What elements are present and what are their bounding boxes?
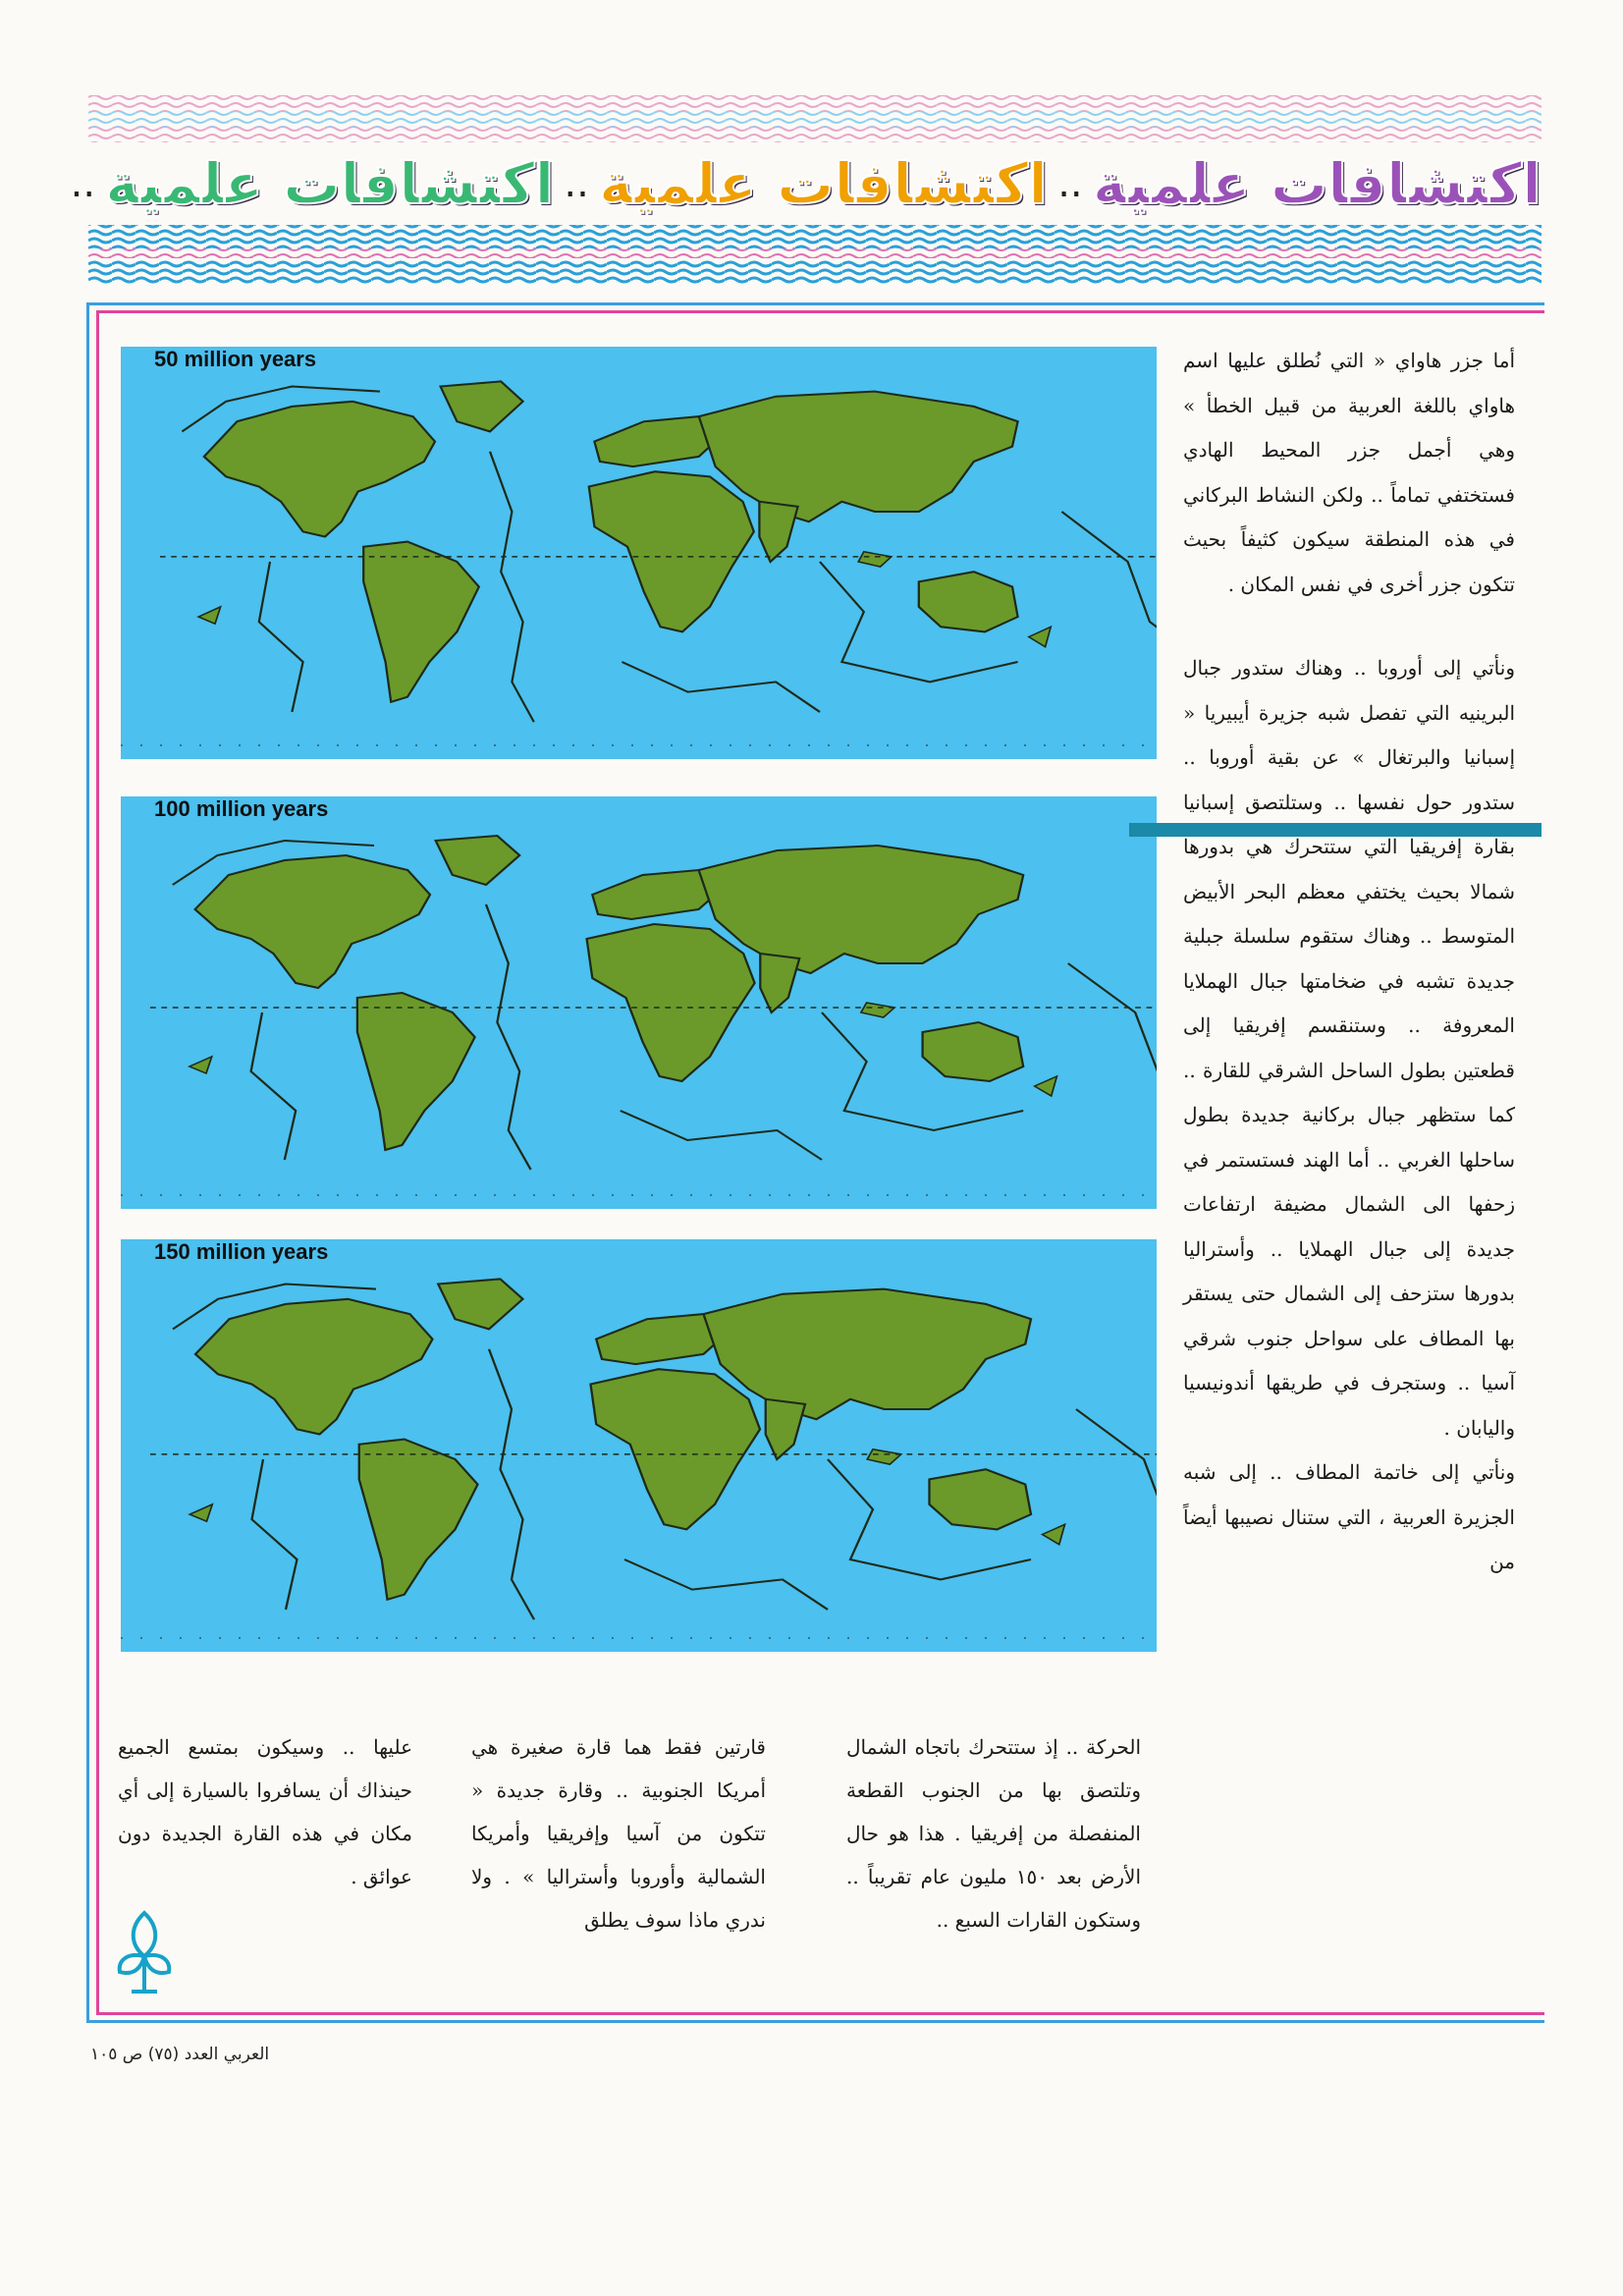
map-label: 50 million years [154,347,317,371]
page-header [70,93,1542,290]
header-separator: .. [70,161,96,206]
article-bottom-column-3 [118,1725,412,1898]
paragraph: ونأتي إلى خاتمة المطاف .. إلى شبه الجزيرة العربية ، التي ستنال نصيبها أيضاً من [1183,1460,1515,1573]
map-label: 100 million years [154,796,329,821]
map-150-million-years [121,1239,1157,1652]
map-label: 150 million years [154,1239,329,1264]
paragraph: ونأتي إلى أوروبا .. وهناك ستدور جبال البرينيه التي تفصل شبه جزيرة أيبيريا « إسبانيا والبرتغال » عن بقية أوروبا .. ستدور حول نفسها .. وستلتصق إسبانيا بقارة إفريقيا التي ستتحرك هي بدورها شمالا بحيث يختفي معظم البحر الأبيض المتوسط .. وهناك ستقوم سلسلة جبلية جديدة تشبه في ضخامتها جبال الهملايا المعروفة .. وستنقسم إفريقيا إلى قطعتين بطول الساحل الشرقي للقارة .. كما ستظهر جبال بركانية جديدة بطول ساحلها الغربي .. أما الهند فستستمر في زحفها الى الشمال مضيفة ارتفاعات جديدة إلى جبال الهملايا .. وأستراليا بدورها ستزحف إلى الشمال حتى يستقر بها المطاف على سواحل جنوب شرقي آسيا .. وستجرف في طريقها أندونيسيا واليابان . [1183,656,1515,1440]
header-separator: .. [564,161,589,206]
header-title-segment: اكتشافات علمية [598,150,1049,217]
world-map [121,796,1157,1209]
page-footer: العربي العدد (٧٥) ص ١٠٥ [90,2045,270,2064]
paragraph: أما جزر هاواي « التي نُطلق عليها اسم هاواي باللغة العربية من قبيل الخطأ » وهي أجمل جزر المحيط الهادي فستختفي تماماً .. ولكن النشاط البركاني في هذه المنطقة سيكون كثيفاً بحيث تتكون جزر أخرى في نفس المكان . [1183,349,1515,596]
header-separator: .. [1057,161,1083,206]
header-title-segment: اكتشافات علمية [105,150,555,217]
map-50-million-years [121,347,1157,759]
world-map [121,347,1157,759]
paragraph: عليها .. وسيكون بمتسع الجميع حينذاك أن يسافروا بالسيارة إلى أي مكان في هذه القارة الجديدة دون عوائق . [118,1735,412,1888]
paragraph: الحركة .. إذ ستتحرك باتجاه الشمال وتلتصق بها من الجنوب القطعة المنفصلة من إفريقيا . هذا هو حال الأرض بعد ١٥٠ مليون عام تقريباً .. وستكون القارات السبع .. [846,1735,1141,1932]
magazine-logo-icon [110,1905,179,1998]
article-right-column [1183,339,1515,1585]
header-title-segment: اكتشافات علمية [1092,150,1542,217]
world-map [121,1239,1157,1652]
decorative-waves-top [88,93,1542,152]
paragraph: قارتين فقط هما قارة صغيرة هي أمريكا الجنوبية .. وقارة جديدة « تتكون من آسيا وإفريقيا وأمريكا الشمالية وأوروبا وأستراليا » . ولا ندري ماذا سوف يطلق [471,1735,766,1932]
header-title [70,144,1542,223]
article-bottom-column-1 [846,1725,1141,1941]
article-bottom-column-2 [471,1725,766,1941]
decorative-waves-bottom [88,221,1542,290]
map-100-million-years [121,796,1157,1209]
